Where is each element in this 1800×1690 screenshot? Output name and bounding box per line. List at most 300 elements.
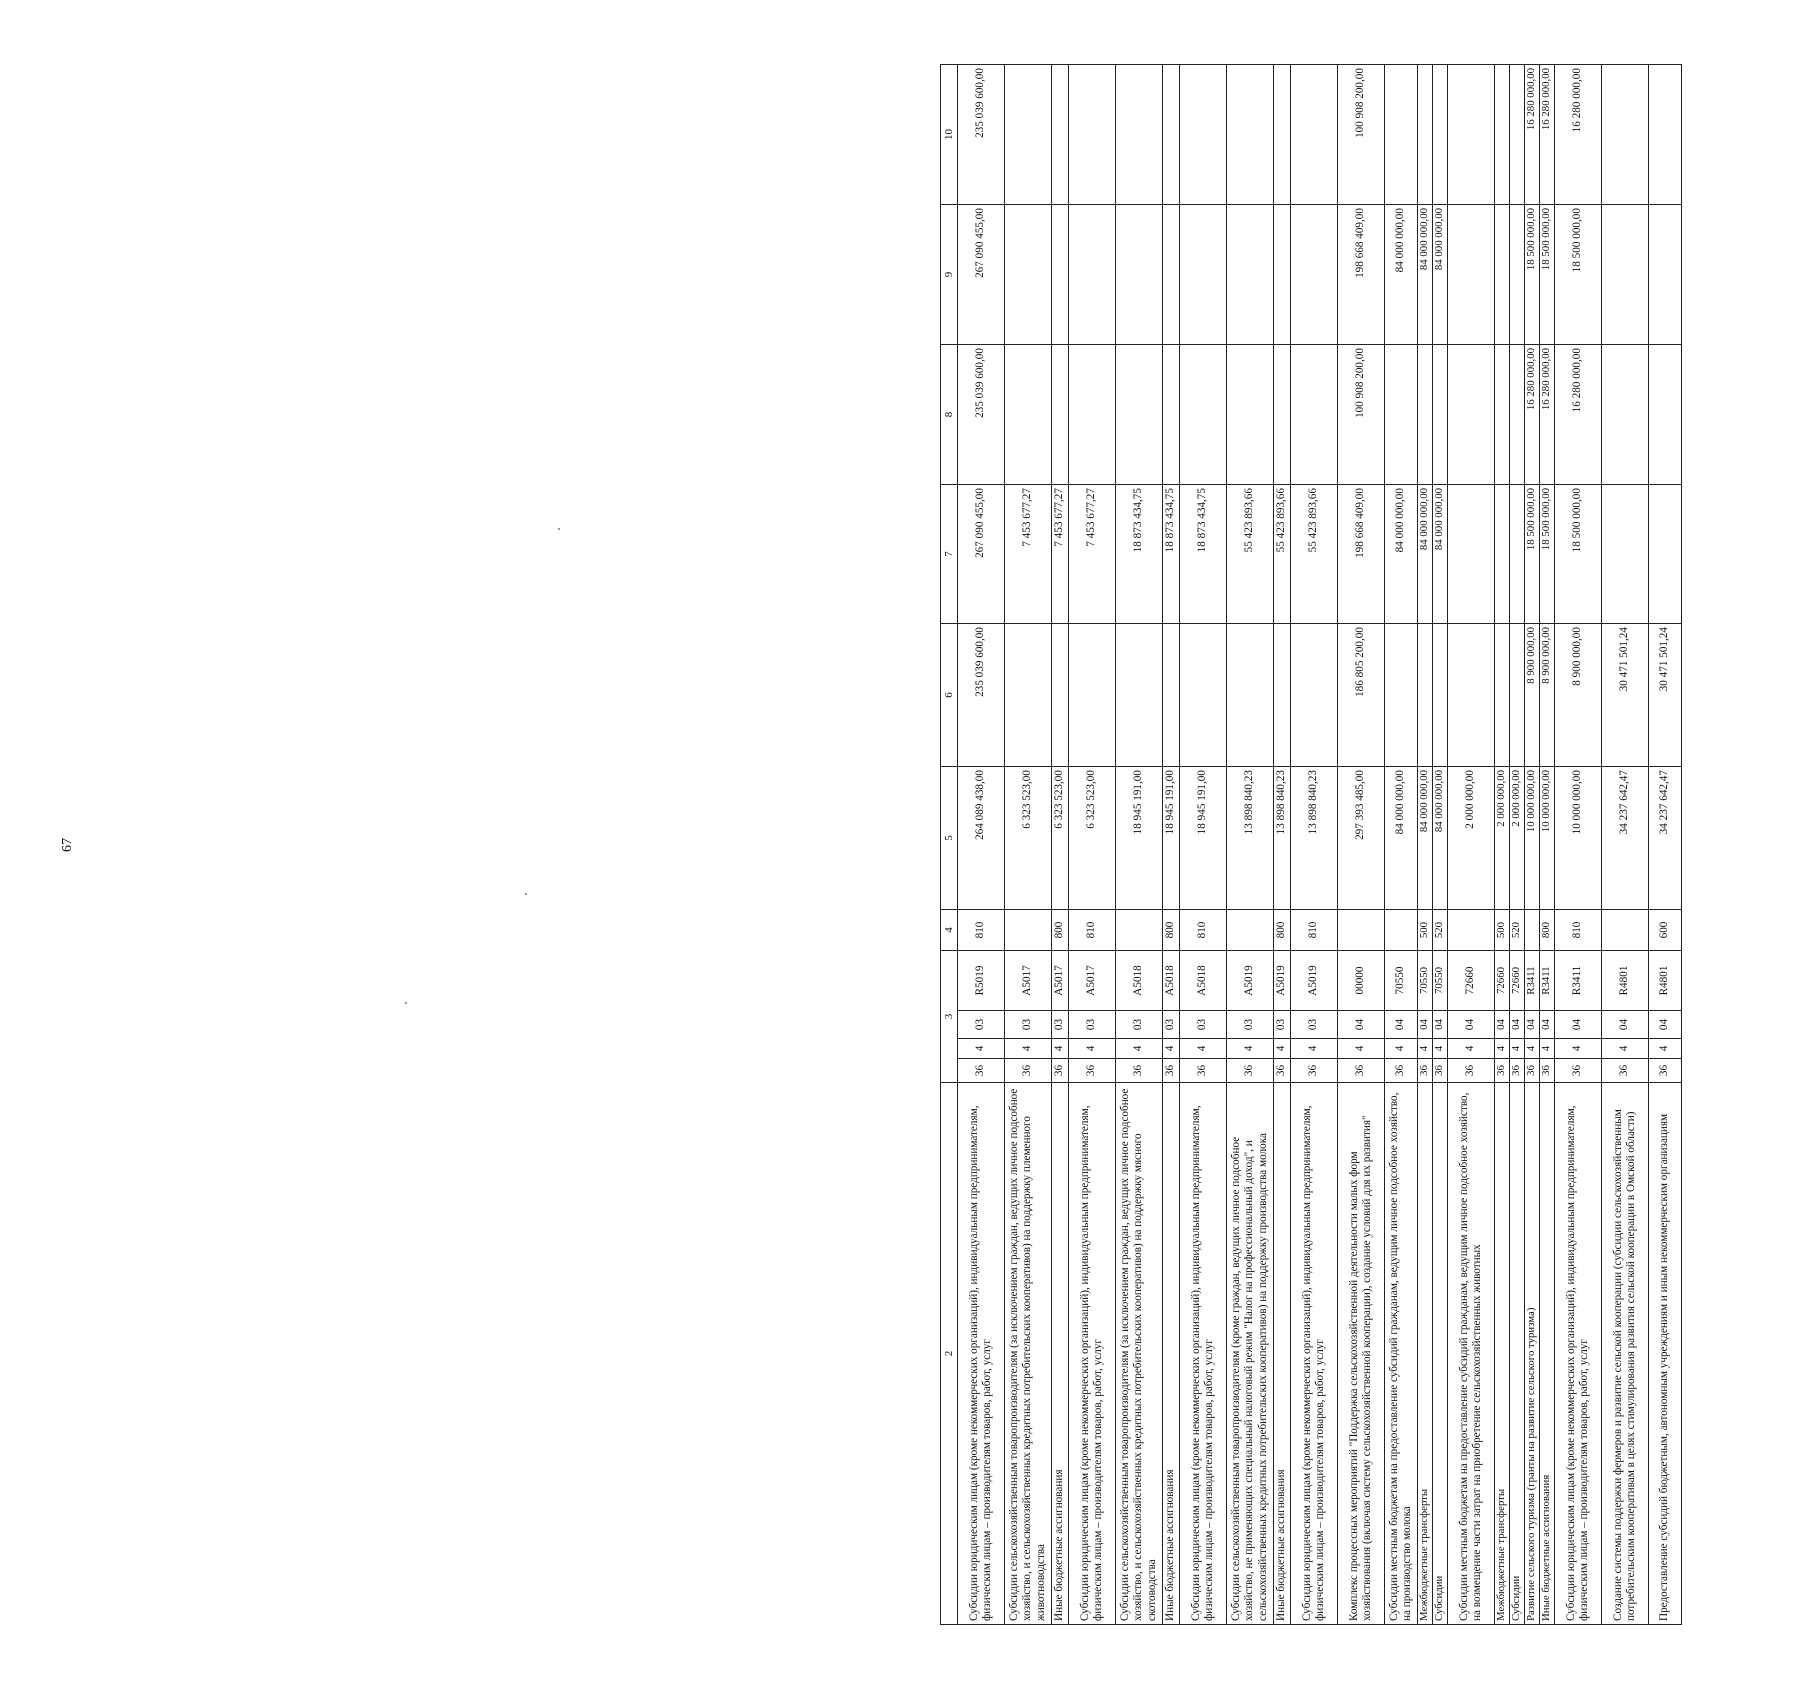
amount-col5: 18 945 191,00 [1180,767,1227,910]
column-number: 2 [941,1083,958,1625]
amount-col6 [1418,624,1433,767]
amount-col8 [1448,345,1495,485]
scan-speck [525,893,527,895]
table-row [1069,65,1116,1625]
amount-col8 [1433,345,1448,485]
amount-col7: 84 000 000,00 [1418,485,1433,624]
amount-col10 [1227,65,1274,205]
amount-col6: 30 471 501,24 [1602,624,1649,767]
amount-col6: 8 900 000,00 [1555,624,1602,767]
table-row [1602,65,1649,1625]
row-description: Развитие сельского туризма (гранты на развитие сельского туризма) [1525,1083,1540,1625]
row-description: Субсидии [1433,1083,1448,1625]
table-row [1525,65,1540,1625]
code-direction: A5019 [1291,951,1338,1011]
amount-col10 [1291,65,1338,205]
code-direction: R5019 [958,951,1005,1011]
code-subprogram: 4 [1291,1039,1338,1059]
row-description: Субсидии сельскохозяйственным товаропроизводителям (за исключением граждан, ведущих личное подсобное хозяйство, и сельскохозяйственных кредитных потребительских кооперативов) на поддержку мясного скотоводства [1116,1083,1163,1625]
amount-col10 [1448,65,1495,205]
expense-type: 500 [1418,910,1433,951]
amount-col5: 34 237 642,47 [1602,767,1649,910]
code-section: 04 [1338,1011,1385,1039]
amount-col9: 18 500 000,00 [1540,205,1555,345]
rotated-page [940,5,1800,1625]
amount-col5: 13 898 840,23 [1227,767,1274,910]
amount-col9 [1649,205,1682,345]
code-program: 36 [1540,1059,1555,1083]
code-section: 04 [1385,1011,1418,1039]
amount-col9 [1116,205,1163,345]
amount-col10: 16 280 000,00 [1540,65,1555,205]
column-number: 7 [941,485,958,624]
scan-speck [558,528,560,530]
amount-col9: 198 668 409,00 [1338,205,1385,345]
column-number: 8 [941,345,958,485]
amount-col9 [1069,205,1116,345]
code-program: 36 [1274,1059,1291,1083]
amount-col7 [1495,485,1510,624]
row-description: Предоставление субсидий бюджетным, автономным учреждениям и иным некоммерческим организациям [1649,1083,1682,1625]
amount-col10 [1274,65,1291,205]
row-description: Комплекс процессных мероприятий "Поддержка сельскохозяйственной деятельности малых форм хозяйствования (включая систему сельскохозяйственной кооперации), создание условий для их развития" [1338,1083,1385,1625]
amount-col10 [1649,65,1682,205]
amount-col6 [1495,624,1510,767]
amount-col7: 18 873 434,75 [1163,485,1180,624]
expense-type: 600 [1649,910,1682,951]
code-subprogram: 4 [1163,1039,1180,1059]
code-program: 36 [1005,1059,1052,1083]
amount-col9: 18 500 000,00 [1555,205,1602,345]
amount-col8 [1180,345,1227,485]
code-direction: A5018 [1180,951,1227,1011]
amount-col7: 18 500 000,00 [1540,485,1555,624]
amount-col6 [1052,624,1069,767]
code-direction: 72660 [1510,951,1525,1011]
column-number: 4 [941,910,958,951]
code-program: 36 [1510,1059,1525,1083]
amount-col10: 16 280 000,00 [1555,65,1602,205]
code-direction: 72660 [1448,951,1495,1011]
amount-col8: 16 280 000,00 [1555,345,1602,485]
expense-type: 800 [1052,910,1069,951]
amount-col6 [1005,624,1052,767]
code-subprogram: 4 [1525,1039,1540,1059]
page-number: 67 [60,838,75,852]
expense-type: 800 [1540,910,1555,951]
code-section: 03 [1116,1011,1163,1039]
amount-col8 [1649,345,1682,485]
code-section: 04 [1448,1011,1495,1039]
amount-col10 [1510,65,1525,205]
table-row [1180,65,1227,1625]
expense-type: 810 [1180,910,1227,951]
amount-col7: 267 090 455,00 [958,485,1005,624]
row-description: Межбюджетные трансферты [1495,1083,1510,1625]
amount-col6 [1433,624,1448,767]
row-description: Субсидии юридическим лицам (кроме некоммерческих организаций), индивидуальным предпринимателям, физическим лицам – производителям товаров, работ, услуг [958,1083,1005,1625]
code-direction: A5017 [1069,951,1116,1011]
code-section: 03 [1052,1011,1069,1039]
amount-col5: 2 000 000,00 [1495,767,1510,910]
amount-col10 [1052,65,1069,205]
code-program: 36 [1525,1059,1540,1083]
amount-col8: 235 039 600,00 [958,345,1005,485]
table-row [1649,65,1682,1625]
code-direction: 00000 [1338,951,1385,1011]
amount-col9: 84 000 000,00 [1385,205,1418,345]
amount-col7 [1602,485,1649,624]
amount-col10: 235 039 600,00 [958,65,1005,205]
row-description: Межбюджетные трансферты [1418,1083,1433,1625]
code-program: 36 [1555,1059,1602,1083]
amount-col8: 16 280 000,00 [1525,345,1540,485]
amount-col6 [1227,624,1274,767]
table-row [1116,65,1163,1625]
amount-col8 [1291,345,1338,485]
amount-col6 [1116,624,1163,767]
table-row [1338,65,1385,1625]
amount-col7: 84 000 000,00 [1385,485,1418,624]
amount-col5: 6 323 523,00 [1052,767,1069,910]
amount-col6 [1069,624,1116,767]
amount-col6 [1163,624,1180,767]
table-row [1005,65,1052,1625]
amount-col8 [1163,345,1180,485]
code-direction: 70550 [1433,951,1448,1011]
code-section: 04 [1602,1011,1649,1039]
row-description: Субсидии сельскохозяйственным товаропроизводителям (кроме граждан, ведущих личное подсобное хозяйство, не применяющих специальный налоговый режим "Налог на профессиональный доход", и сельскохозяйственных кредитных потребительских кооперативов) на поддержку производства молока [1227,1083,1274,1625]
code-subprogram: 4 [1069,1039,1116,1059]
code-subprogram: 4 [1338,1039,1385,1059]
row-description: Субсидии юридическим лицам (кроме некоммерческих организаций), индивидуальным предпринимателям, физическим лицам – производителям товаров, работ, услуг [1180,1083,1227,1625]
expense-type: 800 [1163,910,1180,951]
amount-col9: 84 000 000,00 [1433,205,1448,345]
code-direction: A5019 [1227,951,1274,1011]
amount-col8 [1052,345,1069,485]
amount-col5: 10 000 000,00 [1555,767,1602,910]
expense-type [1116,910,1163,951]
row-description: Создание системы поддержки фермеров и развитие сельской кооперации (субсидии сельскохозяйственным потребительским кооперативам в целях стимулирования развития сельской кооперации в Омской области) [1602,1083,1649,1625]
amount-col5: 34 237 642,47 [1649,767,1682,910]
amount-col7 [1448,485,1495,624]
expense-type [1525,910,1540,951]
amount-col6: 235 039 600,00 [958,624,1005,767]
amount-col7: 55 423 893,66 [1291,485,1338,624]
code-subprogram: 4 [1180,1039,1227,1059]
amount-col7: 55 423 893,66 [1274,485,1291,624]
amount-col7: 7 453 677,27 [1069,485,1116,624]
amount-col6 [1385,624,1418,767]
amount-col10 [1005,65,1052,205]
amount-col6 [1510,624,1525,767]
amount-col8 [1005,345,1052,485]
table-row [1418,65,1433,1625]
table-row [1510,65,1525,1625]
code-subprogram: 4 [1495,1039,1510,1059]
table-row [1291,65,1338,1625]
column-number: 5 [941,767,958,910]
amount-col5: 264 089 438,00 [958,767,1005,910]
amount-col8: 16 280 000,00 [1540,345,1555,485]
code-program: 36 [1495,1059,1510,1083]
table-row [1385,65,1418,1625]
amount-col5: 13 898 840,23 [1274,767,1291,910]
amount-col5: 6 323 523,00 [1005,767,1052,910]
expense-type: 520 [1510,910,1525,951]
amount-col5: 10 000 000,00 [1540,767,1555,910]
code-program: 36 [1602,1059,1649,1083]
amount-col7: 55 423 893,66 [1227,485,1274,624]
code-section: 03 [1163,1011,1180,1039]
amount-col8 [1385,345,1418,485]
expense-type [1338,910,1385,951]
row-description: Субсидии местным бюджетам на предоставление субсидий гражданам, ведущим личное подсобное хозяйство, на возмещение части затрат на приобретение сельскохозяйственных животных [1448,1083,1495,1625]
amount-col6 [1291,624,1338,767]
code-program: 36 [1338,1059,1385,1083]
row-description: Субсидии юридическим лицам (кроме некоммерческих организаций), индивидуальным предпринимателям, физическим лицам – производителям товаров, работ, услуг [1291,1083,1338,1625]
amount-col10 [1495,65,1510,205]
code-section: 04 [1649,1011,1682,1039]
code-section: 04 [1555,1011,1602,1039]
expense-type: 500 [1495,910,1510,951]
code-section: 04 [1525,1011,1540,1039]
amount-col5: 297 393 485,00 [1338,767,1385,910]
row-description: Субсидии [1510,1083,1525,1625]
code-subprogram: 4 [1649,1039,1682,1059]
code-subprogram: 4 [1052,1039,1069,1059]
amount-col9 [1274,205,1291,345]
amount-col7: 18 873 434,75 [1180,485,1227,624]
amount-col10 [1602,65,1649,205]
amount-col8 [1510,345,1525,485]
code-program: 36 [1433,1059,1448,1083]
row-description: Субсидии сельскохозяйственным товаропроизводителям (за исключением граждан, ведущих личное подсобное хозяйство, и сельскохозяйственных кредитных потребительских кооперативов) на поддержку племенного животноводства [1005,1083,1052,1625]
amount-col7: 18 873 434,75 [1116,485,1163,624]
code-program: 36 [1116,1059,1163,1083]
column-number: 3 [941,951,958,1083]
table-row [1163,65,1180,1625]
table-row [1227,65,1274,1625]
amount-col7 [1510,485,1525,624]
amount-col8 [1227,345,1274,485]
amount-col9 [1602,205,1649,345]
amount-col9 [1052,205,1069,345]
code-direction: R3411 [1540,951,1555,1011]
amount-col7 [1649,485,1682,624]
code-program: 36 [1418,1059,1433,1083]
code-subprogram: 4 [1602,1039,1649,1059]
table-row [1052,65,1069,1625]
amount-col9: 84 000 000,00 [1418,205,1433,345]
amount-col9 [1448,205,1495,345]
code-section: 04 [1433,1011,1448,1039]
code-program: 36 [1052,1059,1069,1083]
code-section: 03 [1274,1011,1291,1039]
amount-col6 [1274,624,1291,767]
amount-col6 [1180,624,1227,767]
amount-col9 [1291,205,1338,345]
amount-col9 [1180,205,1227,345]
amount-col7: 7 453 677,27 [1005,485,1052,624]
code-section: 03 [1227,1011,1274,1039]
amount-col9: 267 090 455,00 [958,205,1005,345]
amount-col5: 84 000 000,00 [1418,767,1433,910]
code-subprogram: 4 [1116,1039,1163,1059]
amount-col7: 198 668 409,00 [1338,485,1385,624]
amount-col8 [1418,345,1433,485]
amount-col8 [1274,345,1291,485]
amount-col5: 6 323 523,00 [1069,767,1116,910]
code-program: 36 [1291,1059,1338,1083]
amount-col9 [1495,205,1510,345]
amount-col7: 7 453 677,27 [1052,485,1069,624]
table-row [1274,65,1291,1625]
column-number-row [941,65,958,1625]
code-direction: A5019 [1274,951,1291,1011]
amount-col7: 18 500 000,00 [1555,485,1602,624]
amount-col10 [1180,65,1227,205]
code-section: 03 [1180,1011,1227,1039]
code-program: 36 [1649,1059,1682,1083]
code-subprogram: 4 [958,1039,1005,1059]
code-program: 36 [1448,1059,1495,1083]
row-description: Иные бюджетные ассигнования [1163,1083,1180,1625]
amount-col6: 8 900 000,00 [1540,624,1555,767]
expense-type [1385,910,1418,951]
expense-type [1005,910,1052,951]
code-subprogram: 4 [1274,1039,1291,1059]
code-direction: A5018 [1116,951,1163,1011]
code-direction: A5018 [1163,951,1180,1011]
amount-col9 [1163,205,1180,345]
code-program: 36 [1385,1059,1418,1083]
amount-col6 [1448,624,1495,767]
amount-col5: 13 898 840,23 [1291,767,1338,910]
code-direction: 72660 [1495,951,1510,1011]
amount-col5: 18 945 191,00 [1163,767,1180,910]
row-description: Субсидии юридическим лицам (кроме некоммерческих организаций), индивидуальным предпринимателям, физическим лицам – производителям товаров, работ, услуг [1555,1083,1602,1625]
code-direction: 70550 [1418,951,1433,1011]
amount-col9: 18 500 000,00 [1525,205,1540,345]
code-program: 36 [1163,1059,1180,1083]
amount-col10: 16 280 000,00 [1525,65,1540,205]
code-program: 36 [1069,1059,1116,1083]
amount-col8 [1495,345,1510,485]
amount-col6: 8 900 000,00 [1525,624,1540,767]
row-description: Иные бюджетные ассигнования [1274,1083,1291,1625]
code-subprogram: 4 [1005,1039,1052,1059]
amount-col6: 30 471 501,24 [1649,624,1682,767]
row-description: Иные бюджетные ассигнования [1052,1083,1069,1625]
code-section: 04 [1418,1011,1433,1039]
table-row [1540,65,1555,1625]
code-program: 36 [958,1059,1005,1083]
code-section: 03 [1069,1011,1116,1039]
expense-type: 800 [1274,910,1291,951]
amount-col8 [1602,345,1649,485]
code-section: 03 [958,1011,1005,1039]
amount-col10 [1163,65,1180,205]
code-subprogram: 4 [1433,1039,1448,1059]
row-description: Иные бюджетные ассигнования [1540,1083,1555,1625]
table-row [1448,65,1495,1625]
code-direction: R3411 [1555,951,1602,1011]
code-subprogram: 4 [1227,1039,1274,1059]
code-section: 04 [1540,1011,1555,1039]
amount-col5: 84 000 000,00 [1433,767,1448,910]
amount-col10 [1433,65,1448,205]
scan-speck [405,1002,407,1004]
code-subprogram: 4 [1510,1039,1525,1059]
code-direction: R3411 [1525,951,1540,1011]
table-row [1555,65,1602,1625]
amount-col5: 2 000 000,00 [1448,767,1495,910]
expense-type: 520 [1433,910,1448,951]
row-description: Субсидии местным бюджетам на предоставление субсидий гражданам, ведущим личное подсобное хозяйство, на производство молока [1385,1083,1418,1625]
amount-col7: 18 500 000,00 [1525,485,1540,624]
code-section: 03 [1291,1011,1338,1039]
code-direction: A5017 [1052,951,1069,1011]
column-number: 9 [941,205,958,345]
amount-col6: 186 805 200,00 [1338,624,1385,767]
table-row [1433,65,1448,1625]
amount-col9 [1227,205,1274,345]
expense-type [1602,910,1649,951]
table-row [1495,65,1510,1625]
expense-type: 810 [1291,910,1338,951]
amount-col5: 84 000 000,00 [1385,767,1418,910]
code-direction: A5017 [1005,951,1052,1011]
expense-type: 810 [1069,910,1116,951]
amount-col8 [1069,345,1116,485]
expense-type: 810 [958,910,1005,951]
row-description: Субсидии юридическим лицам (кроме некоммерческих организаций), индивидуальным предпринимателям, физическим лицам – производителям товаров, работ, услуг [1069,1083,1116,1625]
code-subprogram: 4 [1385,1039,1418,1059]
code-direction: 70550 [1385,951,1418,1011]
amount-col10: 100 908 200,00 [1338,65,1385,205]
code-section: 03 [1005,1011,1052,1039]
expense-type [1448,910,1495,951]
amount-col10 [1385,65,1418,205]
amount-col10 [1116,65,1163,205]
code-subprogram: 4 [1418,1039,1433,1059]
code-subprogram: 4 [1448,1039,1495,1059]
code-direction: R4801 [1602,951,1649,1011]
code-section: 04 [1510,1011,1525,1039]
code-section: 04 [1495,1011,1510,1039]
column-number: 6 [941,624,958,767]
code-direction: R4801 [1649,951,1682,1011]
table-row [958,65,1005,1625]
code-subprogram: 4 [1555,1039,1602,1059]
amount-col10 [1069,65,1116,205]
budget-table [940,64,1682,1625]
expense-type: 810 [1555,910,1602,951]
amount-col8 [1116,345,1163,485]
code-subprogram: 4 [1540,1039,1555,1059]
code-program: 36 [1180,1059,1227,1083]
code-program: 36 [1227,1059,1274,1083]
amount-col8: 100 908 200,00 [1338,345,1385,485]
amount-col5: 10 000 000,00 [1525,767,1540,910]
column-number: 10 [941,65,958,205]
amount-col5: 2 000 000,00 [1510,767,1525,910]
amount-col9 [1510,205,1525,345]
amount-col5: 18 945 191,00 [1116,767,1163,910]
expense-type [1227,910,1274,951]
amount-col9 [1005,205,1052,345]
